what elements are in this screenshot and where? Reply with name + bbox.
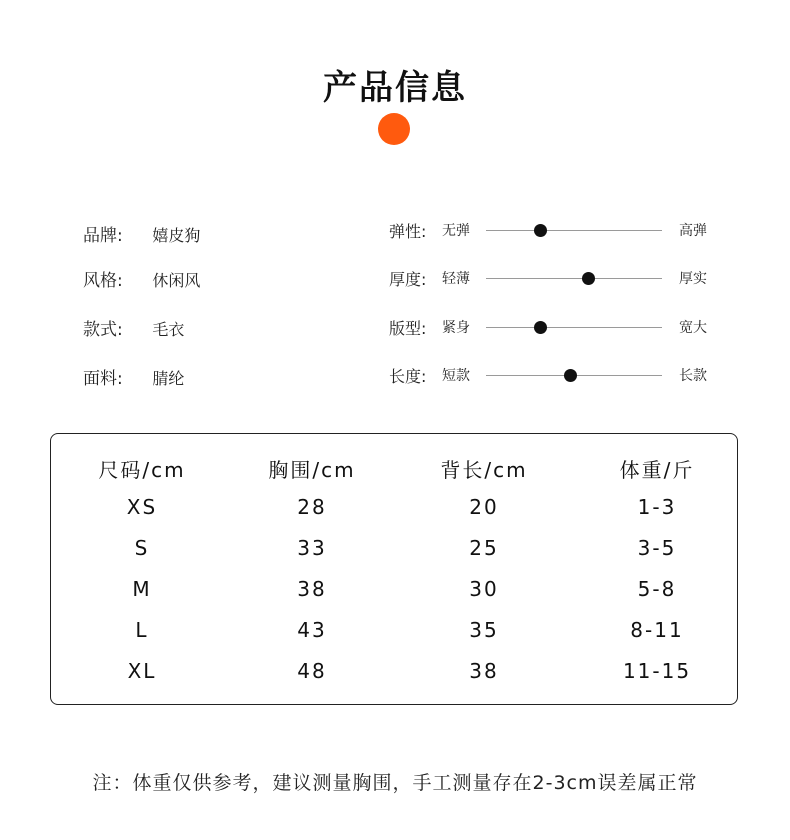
size-table: [50, 433, 738, 705]
table-cell: S: [134, 536, 150, 560]
attribute-key: 品牌:: [83, 226, 123, 246]
scale-track: [486, 230, 662, 231]
scale-fit: [389, 316, 719, 340]
table-cell: 48: [297, 659, 327, 683]
scale-knob: [534, 224, 547, 237]
attribute-value: 毛衣: [152, 320, 185, 339]
attribute-value: 腈纶: [152, 369, 185, 388]
attribute-key: 面料:: [83, 369, 123, 389]
scale-high: 厚实: [679, 271, 707, 287]
attribute-key: 风格:: [83, 271, 123, 291]
table-cell: 5-8: [637, 577, 677, 601]
table-cell: XL: [127, 659, 157, 683]
scale-track: [486, 327, 662, 328]
table-cell: 38: [297, 577, 327, 601]
table-cell: 28: [297, 495, 327, 519]
scale-low: 无弹: [442, 223, 470, 239]
table-header-chest: 胸围/cm: [268, 458, 356, 482]
scale-low: 紧身: [442, 320, 470, 336]
table-header-size: 尺码/cm: [98, 458, 186, 482]
table-cell: 38: [469, 659, 499, 683]
accent-dot: [378, 113, 410, 145]
scale-knob: [564, 369, 577, 382]
table-cell: L: [135, 618, 149, 642]
table-header-weight: 体重/斤: [619, 458, 695, 482]
table-cell: 1-3: [637, 495, 677, 519]
table-cell: 25: [469, 536, 499, 560]
scale-track: [486, 278, 662, 279]
scale-high: 长款: [679, 368, 707, 384]
attribute-key: 款式:: [83, 320, 123, 340]
scale-thickness: [389, 267, 719, 291]
scale-label: 长度:: [389, 367, 427, 386]
table-cell: M: [132, 577, 152, 601]
scale-label: 版型:: [389, 319, 427, 338]
attribute-value: 嬉皮狗: [152, 226, 201, 245]
scale-knob: [534, 321, 547, 334]
table-cell: 11-15: [622, 659, 692, 683]
scale-length: [389, 364, 719, 388]
scale-elasticity: [389, 219, 719, 243]
table-header-back-length: 背长/cm: [440, 458, 528, 482]
attribute-value: 休闲风: [152, 271, 201, 290]
scale-label: 弹性:: [389, 222, 427, 241]
scale-high: 宽大: [679, 320, 707, 336]
scale-low: 短款: [442, 368, 470, 384]
attribute-style: [83, 266, 200, 291]
measurement-note: 注：体重仅供参考，建议测量胸围，手工测量存在2-3cm误差属正常: [92, 772, 698, 794]
table-cell: 33: [297, 536, 327, 560]
scale-high: 高弹: [679, 223, 707, 239]
table-cell: 8-11: [630, 618, 684, 642]
scale-knob: [582, 272, 595, 285]
table-cell: 3-5: [637, 536, 677, 560]
scale-low: 轻薄: [442, 271, 470, 287]
page-title: 产品信息: [323, 68, 467, 108]
scale-label: 厚度:: [389, 270, 427, 289]
table-cell: 43: [297, 618, 327, 642]
attribute-type: [83, 315, 184, 340]
table-cell: 30: [469, 577, 499, 601]
attribute-fabric: [83, 364, 184, 389]
table-cell: 35: [469, 618, 499, 642]
table-cell: 20: [469, 495, 499, 519]
attribute-brand: [83, 221, 200, 246]
table-cell: XS: [126, 495, 158, 519]
